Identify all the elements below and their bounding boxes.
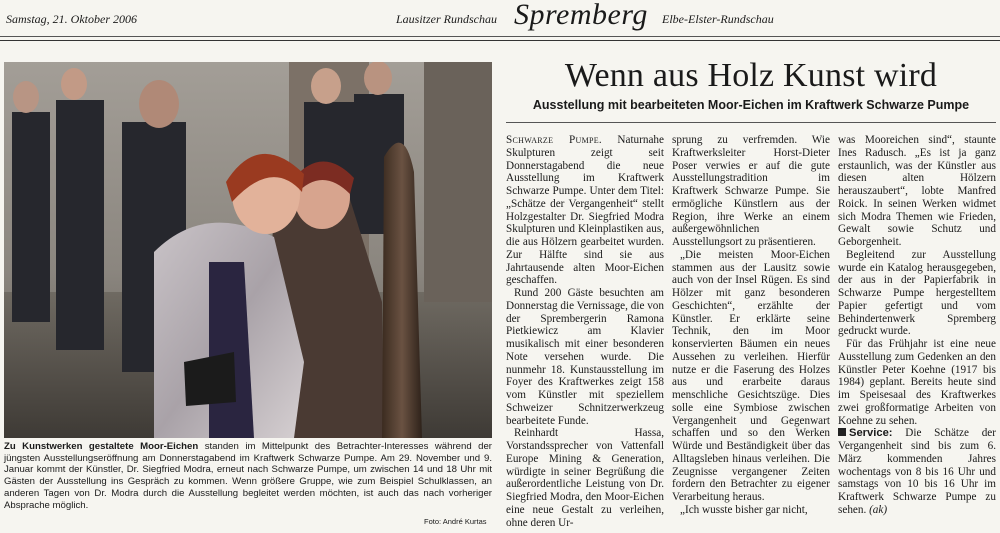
- paragraph: „Die meisten Moor-Eichen stammen aus der Lausitz sowie auch von der Insel Rügen. Es sind Hölzer mit ganz besonderen Geschichten“, erzählte der Künstler. Er erklärte seine Technik, den im Moor konservierten Bäumen ein neues Aussehen zu verleihen. Hierfür nutze er die Faserung des Holzes aus und erarbeite daraus menschliche Gesichtszüge. Dies solle eine Symbiose zwischen Vergangenheit und Gegenwart schaffen und so den Werken Würde und Beständigkeit über das Alltagsleben hinaus verleihen. Die Zeugnisse vergangener Zeiten fordern den Betrachter zu eigener Verarbeitung heraus.: [672, 248, 830, 503]
- paragraph: Für das Frühjahr ist eine neue Ausstellung zum Gedenken an den Künstler Peter Koehne (1917 bis 1984) geplant. Bereits heute sind im Speisesaal des Kraftwerkes zwei großformatige Arbeiten von Koehne zu sehen.: [838, 338, 996, 427]
- photo-caption: [4, 441, 492, 511]
- author-initials: (ak): [869, 503, 888, 516]
- newspaper-name: Lausitzer Rundschau: [396, 12, 498, 26]
- service-square-icon: [838, 428, 846, 436]
- local-edition-title: Spremberg: [514, 0, 648, 31]
- masthead: [0, 0, 1000, 41]
- paragraph: [506, 134, 664, 287]
- dateline: Schwarze Pumpe.: [506, 134, 603, 146]
- article-subheadline: Ausstellung mit bearbeiteten Moor-Eichen im Kraftwerk Schwarze Pumpe: [532, 98, 970, 112]
- paragraph-text: Naturnahe Skulpturen zeigt seit Donnerstagabend die neue Ausstellung im Kraftwerk Schwarze Pumpe. Unter dem Titel: „Schätze der Vergangenheit“ stellt Holzgestalter Dr. Siegfried Modra Skulpturen und Kleinplastiken aus, die aus Hölzern gearbeitet wurden. Zur Hälfte sind sie aus Jahrtausende alten Moor-Eichen geschaffen.: [506, 134, 664, 287]
- service-text: Die Schätze der Vergangenheit sind bis zum 6. März kommenden Jahres wochentags von 8 bis 16 Uhr und samstags von 10 bis 16 Uhr im Kraftwerk Schwarze Pumpe zu sehen.: [838, 427, 996, 516]
- headline-rule: [506, 122, 996, 123]
- article-column-2: [672, 134, 830, 517]
- issue-date: Samstag, 21. Oktober 2006: [6, 12, 137, 26]
- photo-credit: Foto: André Kurtas: [424, 517, 487, 526]
- service-label: Service:: [849, 427, 893, 440]
- article-headline: Wenn aus Holz Kunst wird: [564, 57, 938, 94]
- regional-edition-name: Elbe-Elster-Rundschau: [662, 12, 774, 26]
- paragraph: „Ich wusste bisher gar nicht,: [680, 503, 808, 516]
- caption-lead: Zu Kunstwerken gestaltete Moor-Eichen: [4, 441, 199, 452]
- paragraph: Rund 200 Gäste besuchten am Donnerstag die Vernissage, die von der Sprembergerin Ramona Pietkiewicz am Klavier musikalisch mit einer besonderen Note versehen wurde. Die nunmehr 18. Kunstausstellung im Foyer des Kraftwerkes zeigt 158 vom Künstler mit speziellem Schweizer Schnitzerwerkzeug bearbeitete Funde.: [506, 287, 664, 427]
- service-box: [838, 427, 996, 516]
- paragraph: Begleitend zur Ausstellung wurde ein Katalog herausgegeben, der aus in der Papierfabrik in Schwarze Pumpe hergestelltem Papier gefertigt und vom Behindertenwerk Spremberg gedruckt wurde.: [838, 248, 996, 338]
- paragraph: was Mooreichen sind“, staunte Ines Radusch. „Es ist ja ganz erstaunlich, was der Künstler aus diesen alten Hölzern herauszaubert“, lobte Manfred Roick. In seinen Werken widmet sich Modra Themen wie Frieden, Gewalt sowie Schutz und Geborgenheit.: [838, 134, 996, 248]
- paragraph: sprung zu verfremden. Wie Kraftwerksleiter Horst-Dieter Poser verwies er auf die gute Ausstellungstradition im Kraftwerk Schwarze Pumpe. Sie ermögliche Künstlern aus der Region, ihre Werke an einem außergewöhnlichen Ausstellungsort zu präsentieren.: [672, 134, 830, 248]
- article-column-1: [506, 134, 664, 529]
- photo-illustration: [4, 62, 492, 438]
- article-column-3: [838, 134, 996, 517]
- masthead-rule: [0, 36, 1000, 37]
- caption-text: standen im Mittelpunkt des Betrachter-Interesses während der jüngsten Ausstellungseröffnung am Donnerstagabend im Kraftwerk Schwarze Pumpe. Am 29. November und 9. Januar kommt der Künstler, Dr. Siegfried Modra, erneut nach Schwarze Pumpe, um zwischen 14 und 18 Uhr mit Gästen der Ausstellung ins Gespräch zu kommen. Wenn größere Gruppe, wie zum Beispiel Schulklassen, an anderen Tagen von Dr. Modra durch die Ausstellung begleitet werden möchten, ist auch das nach vorheriger Absprache möglich.: [4, 441, 492, 511]
- paragraph: Reinhardt Hassa, Vorstandssprecher von Vattenfall Europe Mining & Generation, würdigte in seiner Begrüßung die außerordentliche Leistung von Dr. Siegfried Modra, den Moor-Eichen eine neue Gestalt zu verleihen, ohne deren Ur-: [506, 427, 664, 529]
- article-photo: [4, 62, 492, 438]
